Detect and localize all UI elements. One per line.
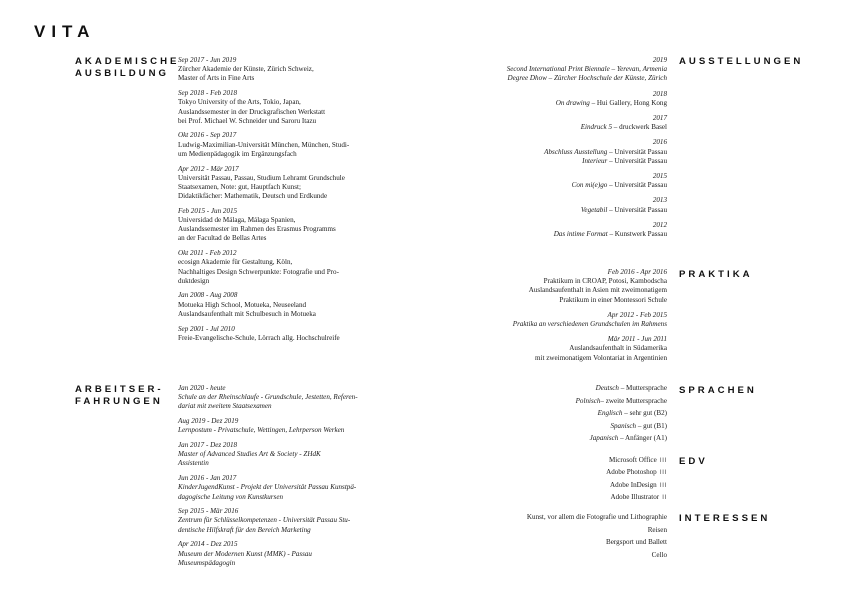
interest-item: Bergsport und Ballett — [606, 538, 667, 547]
entry-text: Universität Passau, Passau, Studium Lehramt Grundschule — [178, 173, 345, 182]
ausbildung-list — [178, 56, 378, 348]
software-name: Adobe InDesign — [610, 480, 657, 489]
section-heading-sprachen: SPRACHEN — [679, 385, 757, 396]
language-item — [477, 395, 667, 408]
cv-entry — [178, 56, 378, 84]
language-level: – gut (B1) — [636, 421, 667, 430]
interest-item: Kunst, vor allem die Fotografie und Lithographie — [526, 513, 667, 521]
entry-text: Auslandsaufenthalt in Asien mit zweimonatigem — [528, 286, 667, 295]
entry-date: Sep 2018 - Feb 2018 — [178, 89, 238, 98]
language-name: Japanisch — [589, 434, 619, 443]
language-level: – sehr gut (B2) — [622, 409, 667, 418]
cv-entry — [178, 441, 378, 469]
entry-text: Master of Advanced Studies Art & Society - ZHdK — [178, 450, 321, 459]
cv-entry — [178, 384, 378, 412]
entry-text: Auslandssemester in der Druckgrafischen Werkstatt — [178, 107, 326, 116]
cv-entry — [178, 249, 378, 286]
entry-date: Jan 2017 - Dez 2018 — [178, 441, 238, 450]
entry-text: KinderJugendKunst - Projekt der Universität Passau Kunstpä- — [178, 483, 357, 492]
skill-level-bars: III — [659, 468, 667, 477]
exhibition-entry — [477, 172, 667, 190]
entry-date: Okt 2011 - Feb 2012 — [178, 249, 237, 258]
software-item — [477, 454, 667, 466]
heading-line: AKADEMISCHE — [75, 56, 180, 67]
entry-text: Auslandssemester im Rahmen des Erasmus Programms — [178, 225, 336, 234]
language-item — [477, 432, 667, 445]
exhibition-venue: – Universität Passau — [607, 205, 667, 214]
software-name: Adobe Illustrator — [610, 493, 660, 502]
entry-date: Jan 2020 - heute — [178, 384, 226, 392]
exhibition-venue: – Hui Gallery, Hong Kong — [589, 98, 667, 107]
section-heading-edv: EDV — [679, 456, 708, 467]
ausstellungen-list — [477, 56, 667, 245]
entry-text: duktdesign — [178, 276, 210, 285]
software-item — [477, 479, 667, 491]
exhibition-year: 2015 — [652, 172, 667, 181]
exhibition-title: On drawing — [555, 98, 590, 107]
skill-level-bars: III — [659, 480, 667, 489]
cv-entry — [178, 291, 378, 319]
entry-text: Motueka High School, Motueka, Neuseeland — [178, 300, 307, 309]
entry-date: Okt 2016 - Sep 2017 — [178, 131, 237, 140]
exhibition-year: 2013 — [652, 196, 667, 205]
edv-list — [477, 454, 667, 504]
exhibition-year: 2018 — [652, 89, 667, 98]
entry-text: Nachhaltiges Design Schwerpunkte: Fotografie und Pro- — [178, 267, 339, 276]
language-item — [477, 382, 667, 395]
praktika-list — [477, 268, 667, 369]
entry-text: Zürcher Akademie der Künste, Zürich Schweiz, — [178, 65, 314, 74]
exhibition-line — [477, 230, 667, 239]
exhibition-title: Vegetabil — [580, 205, 608, 214]
software-item — [477, 491, 667, 503]
entry-text: Schule an der Rheinschlaufe - Grundschule, Jestetten, Referen- — [178, 393, 358, 402]
sprachen-list — [477, 382, 667, 445]
entry-text: Ludwig-Maximilian-Universität München, München, Studi- — [178, 140, 350, 149]
exhibition-year: 2017 — [652, 114, 667, 123]
entry-text: Museum der Modernen Kunst (MMK) - Passau — [178, 549, 312, 558]
exhibition-line — [477, 65, 667, 74]
entry-date: Apr 2012 - Feb 2015 — [607, 310, 667, 319]
interessen-list — [477, 511, 667, 561]
cv-entry — [477, 335, 667, 363]
cv-entry — [477, 268, 667, 305]
exhibition-entry — [477, 56, 667, 84]
entry-date: Aug 2019 - Dez 2019 — [178, 417, 239, 426]
skill-level-bars: II — [662, 493, 667, 502]
entry-date: Feb 2015 - Jun 2015 — [178, 206, 238, 215]
section-heading-praktika: PRAKTIKA — [679, 269, 753, 280]
software-name: Adobe Photoshop — [606, 468, 657, 477]
exhibition-year: 2016 — [652, 138, 667, 147]
entry-text: Staatsexamen, Note: gut, Hauptfach Kunst; — [178, 182, 301, 191]
exhibition-venue: – Universität Passau — [607, 181, 667, 190]
entry-date: Apr 2012 - Mär 2017 — [178, 164, 239, 173]
heading-line: AUSBILDUNG — [75, 68, 169, 79]
entry-text: Didaktikfächer: Mathematik, Deutsch und Erdkunde — [178, 192, 328, 201]
entry-text: an der Facultad de Bellas Artes — [178, 234, 267, 243]
exhibition-entry — [477, 221, 667, 239]
entry-text: Praktikum in einer Montessori Schule — [559, 295, 667, 304]
entry-date: Apr 2014 - Dez 2015 — [178, 540, 238, 549]
entry-text: Praktika an verschiedenen Grundschulen im Rahmens — [512, 320, 667, 329]
entry-text: Zentrum für Schlüsselkompetenzen - Universität Passau Stu- — [178, 516, 351, 525]
cv-entry — [178, 131, 378, 159]
exhibition-title: Das intime Format — [553, 230, 608, 239]
language-name: Englisch — [597, 409, 623, 418]
entry-text: Lernpostum - Privatschule, Wettingen, Lehrperson Werken — [178, 426, 345, 435]
cv-entry — [178, 207, 378, 244]
exhibition-title: Interieur — [582, 156, 608, 165]
skill-level-bars: III — [659, 456, 667, 464]
language-item — [477, 407, 667, 420]
entry-text: Universidad de Málaga, Málaga Spanien, — [178, 216, 296, 225]
language-level: – Muttersprache — [618, 384, 667, 392]
exhibition-entry — [477, 138, 667, 166]
exhibition-year: 2012 — [652, 220, 667, 229]
entry-text: Auslandsaufenthalt in Südamerika — [569, 344, 667, 353]
cv-entry — [178, 89, 378, 126]
entry-text: dariat mit zweitem Staatsexamen — [178, 402, 272, 411]
entry-text: bei Prof. Michael W. Schneider und Saroru Itazu — [178, 116, 317, 125]
exhibition-line — [477, 206, 667, 215]
exhibition-line — [477, 123, 667, 132]
heading-line: ARBEITSER- — [75, 384, 164, 395]
entry-text: um Medienpädagogik im Ergänzungsfach — [178, 149, 297, 158]
entry-date: Jan 2008 - Aug 2008 — [178, 291, 238, 300]
entry-date: Mär 2011 - Jun 2011 — [607, 335, 667, 344]
entry-date: Jun 2016 - Jan 2017 — [178, 474, 237, 483]
cv-entry — [178, 474, 378, 502]
entry-text: Tokyo University of the Arts, Tokio, Japan, — [178, 98, 301, 107]
cv-entry — [178, 165, 378, 202]
cv-entry — [178, 507, 378, 535]
entry-text: Assistentin — [178, 459, 209, 468]
software-name: Microsoft Office — [608, 456, 657, 464]
exhibition-entry — [477, 114, 667, 132]
cv-entry — [178, 540, 378, 568]
cv-entry — [477, 311, 667, 329]
entry-text: Auslandsaufenthalt mit Schulbesuch in Motueka — [178, 309, 316, 318]
software-item — [477, 466, 667, 478]
entry-text: Museumspädagogin — [178, 558, 236, 567]
section-heading-ausbildung — [75, 56, 179, 80]
language-item — [477, 420, 667, 433]
exhibition-entry — [477, 196, 667, 214]
exhibition-line — [477, 148, 667, 157]
exhibition-title: Second International Print Biennale – Yerevan, Armenia — [506, 65, 667, 74]
exhibition-venue: – Universität Passau — [607, 147, 667, 156]
heading-line: FAHRUNGEN — [75, 396, 163, 407]
interest-item: Reisen — [647, 525, 667, 534]
language-name: Spanisch — [610, 421, 637, 430]
entry-text: mit zweimonatigem Volontariat in Argentinien — [534, 353, 667, 362]
entry-text: ecosign Akademie für Gestaltung, Köln, — [178, 258, 293, 267]
entry-date: Sep 2017 - Jun 2019 — [178, 56, 237, 64]
exhibition-line — [477, 181, 667, 190]
entry-date: Sep 2001 - Jul 2010 — [178, 324, 235, 333]
cv-entry — [178, 417, 378, 435]
section-heading-arbeit — [75, 384, 164, 408]
language-name: Polnisch — [575, 396, 601, 405]
language-level: – zweite Muttersprache — [600, 396, 667, 405]
section-heading-interessen: INTERESSEN — [679, 513, 771, 524]
exhibition-title: Abschluss Ausstellung — [544, 147, 608, 156]
section-heading-ausstellungen: AUSSTELLUNGEN — [679, 56, 804, 67]
exhibition-year: 2019 — [652, 56, 667, 64]
entry-text: Master of Arts in Fine Arts — [178, 74, 255, 83]
exhibition-line — [477, 74, 667, 83]
exhibition-title: Con mi(e)go — [571, 181, 608, 190]
exhibition-venue: – druckwerk Basel — [612, 123, 667, 132]
entry-date: Sep 2015 - Mär 2016 — [178, 507, 239, 516]
exhibition-title: Degree Dhow – Zürcher Hochschule der Künste, Zürich — [507, 74, 667, 83]
exhibition-line — [477, 157, 667, 166]
page-title: VITA — [34, 22, 96, 41]
entry-text: dagogische Leitung von Kunstkursen — [178, 492, 284, 501]
entry-text: dentische Hilfskraft für den Bereich Marketing — [178, 525, 311, 534]
arbeit-list — [178, 384, 378, 573]
exhibition-line — [477, 99, 667, 108]
exhibition-title: Eindruck 5 — [580, 123, 613, 132]
exhibition-entry — [477, 90, 667, 108]
cv-entry — [178, 325, 378, 343]
entry-text: Praktikum in CROAP, Potosi, Kambodscha — [543, 277, 667, 286]
exhibition-venue: – Kunstwerk Passau — [607, 230, 667, 239]
entry-text: Freie-Evangelische-Schule, Lörrach allg. Hochschulreife — [178, 333, 340, 342]
exhibition-venue: – Universität Passau — [607, 156, 667, 165]
language-level: – Anfänger (A1) — [618, 434, 667, 443]
interest-item: Cello — [651, 550, 667, 559]
language-name: Deutsch — [595, 384, 619, 392]
entry-date: Feb 2016 - Apr 2016 — [607, 268, 667, 276]
